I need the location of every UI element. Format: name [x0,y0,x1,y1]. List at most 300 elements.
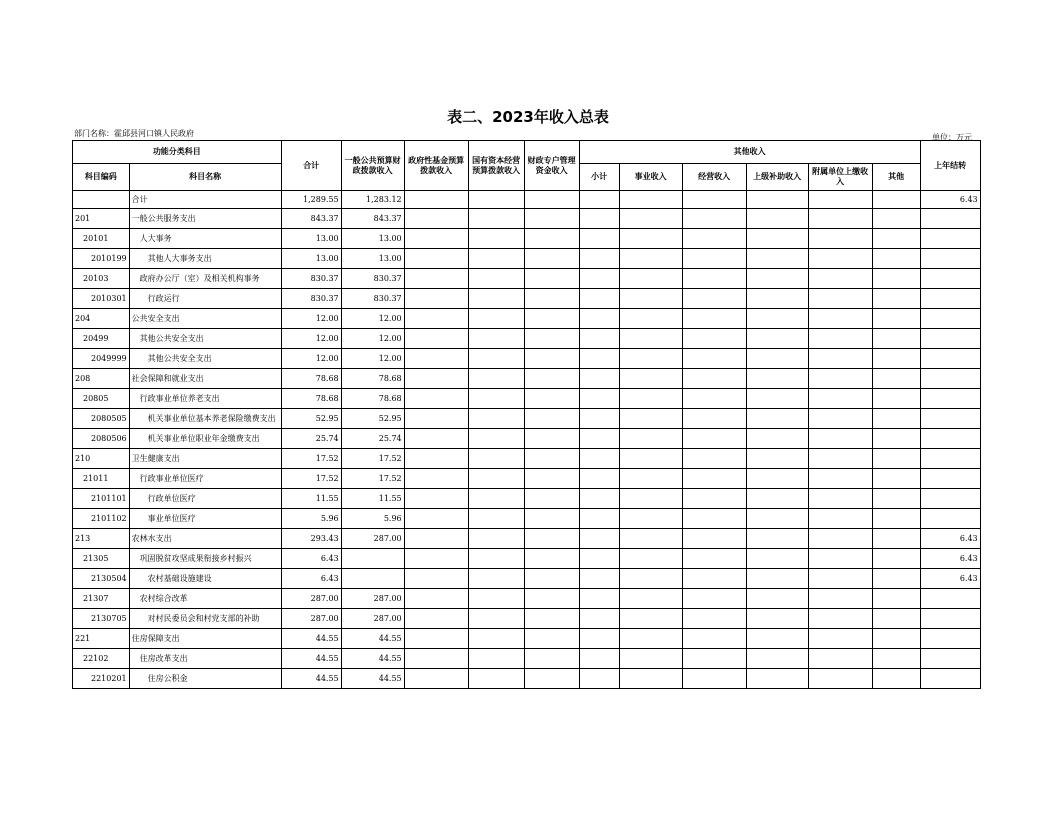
cell-business [619,609,682,629]
cell-code: 2130705 [73,609,130,629]
cell-code: 20805 [73,389,130,409]
cell-affiliated [808,629,872,649]
cell-gov-fund [404,349,468,369]
cell-code: 2049999 [73,349,130,369]
cell-others [872,609,920,629]
cell-general-budget: 287.00 [341,529,404,549]
cell-code: 2210201 [73,669,130,689]
cell-gov-fund [404,469,468,489]
cell-business [619,629,682,649]
cell-others [872,209,920,229]
cell-business [619,409,682,429]
cell-state-capital [468,191,524,209]
cell-affiliated [808,409,872,429]
cell-total: 44.55 [281,649,341,669]
cell-total: 12.00 [281,329,341,349]
cell-total: 25.74 [281,429,341,449]
cell-carryover: 6.43 [920,191,980,209]
cell-subtotal [579,649,619,669]
cell-total: 13.00 [281,249,341,269]
cell-gov-fund [404,289,468,309]
cell-carryover [920,389,980,409]
cell-state-capital [468,569,524,589]
cell-superior-subsidy [746,629,808,649]
cell-subtotal [579,269,619,289]
cell-state-capital [468,269,524,289]
cell-superior-subsidy [746,191,808,209]
cell-subtotal [579,329,619,349]
cell-superior-subsidy [746,309,808,329]
table-row [73,669,981,689]
table-row [73,429,981,449]
cell-special-fund [524,449,579,469]
cell-special-fund [524,569,579,589]
cell-operating [682,229,746,249]
cell-total: 11.55 [281,489,341,509]
cell-carryover: 6.43 [920,529,980,549]
cell-carryover [920,589,980,609]
table-row [73,629,981,649]
cell-total: 44.55 [281,629,341,649]
cell-affiliated [808,529,872,549]
cell-carryover [920,209,980,229]
cell-operating [682,449,746,469]
header-state-capital: 国有资本经营预算拨款收入 [468,141,524,191]
cell-name: 公共安全支出 [129,309,281,329]
cell-state-capital [468,309,524,329]
cell-total: 293.43 [281,529,341,549]
cell-code: 208 [73,369,130,389]
cell-code: 204 [73,309,130,329]
cell-superior-subsidy [746,569,808,589]
cell-total: 5.96 [281,509,341,529]
cell-superior-subsidy [746,449,808,469]
cell-subtotal [579,569,619,589]
cell-affiliated [808,269,872,289]
cell-gov-fund [404,269,468,289]
cell-code: 2080505 [73,409,130,429]
cell-code: 2010199 [73,249,130,269]
cell-others [872,289,920,309]
header-func-category: 功能分类科目 [73,141,282,164]
cell-affiliated [808,369,872,389]
cell-operating [682,569,746,589]
cell-superior-subsidy [746,669,808,689]
cell-name: 合计 [129,191,281,209]
cell-state-capital [468,209,524,229]
cell-state-capital [468,289,524,309]
cell-business [619,269,682,289]
header-subtotal: 小计 [579,164,619,191]
table-row [73,229,981,249]
cell-general-budget: 12.00 [341,329,404,349]
cell-name: 机关事业单位职业年金缴费支出 [129,429,281,449]
cell-general-budget: 1,283.12 [341,191,404,209]
table-row [73,549,981,569]
cell-code: 21011 [73,469,130,489]
cell-gov-fund [404,569,468,589]
cell-superior-subsidy [746,489,808,509]
cell-name: 其他公共安全支出 [129,349,281,369]
cell-special-fund [524,649,579,669]
cell-code: 221 [73,629,130,649]
cell-name: 卫生健康支出 [129,449,281,469]
cell-others [872,569,920,589]
cell-affiliated [808,191,872,209]
cell-operating [682,629,746,649]
cell-special-fund [524,589,579,609]
table-row [73,329,981,349]
cell-operating [682,209,746,229]
cell-business [619,349,682,369]
cell-affiliated [808,389,872,409]
cell-code: 21307 [73,589,130,609]
cell-code: 20101 [73,229,130,249]
cell-special-fund [524,209,579,229]
table-row [73,649,981,669]
table-row [73,389,981,409]
cell-state-capital [468,669,524,689]
cell-total: 17.52 [281,469,341,489]
cell-name: 行政单位医疗 [129,489,281,509]
cell-affiliated [808,249,872,269]
cell-superior-subsidy [746,429,808,449]
cell-superior-subsidy [746,249,808,269]
cell-business [619,289,682,309]
cell-total: 78.68 [281,369,341,389]
cell-carryover [920,409,980,429]
cell-code: 210 [73,449,130,469]
cell-total: 1,289.55 [281,191,341,209]
cell-special-fund [524,549,579,569]
cell-subtotal [579,469,619,489]
cell-special-fund [524,309,579,329]
cell-total: 12.00 [281,349,341,369]
cell-carryover [920,269,980,289]
cell-gov-fund [404,389,468,409]
cell-special-fund [524,369,579,389]
cell-general-budget: 287.00 [341,589,404,609]
cell-gov-fund [404,209,468,229]
cell-subtotal [579,489,619,509]
header-code: 科目编码 [73,164,130,191]
cell-general-budget: 12.00 [341,349,404,369]
cell-carryover [920,609,980,629]
cell-business [619,569,682,589]
cell-special-fund [524,389,579,409]
cell-others [872,191,920,209]
cell-state-capital [468,369,524,389]
cell-general-budget: 5.96 [341,509,404,529]
cell-special-fund [524,191,579,209]
cell-carryover [920,249,980,269]
cell-business [619,229,682,249]
department-label: 部门名称：霍邱县河口镇人民政府 [74,129,194,138]
cell-others [872,389,920,409]
cell-general-budget: 44.55 [341,649,404,669]
cell-general-budget: 78.68 [341,389,404,409]
cell-code: 213 [73,529,130,549]
cell-total: 843.37 [281,209,341,229]
cell-subtotal [579,409,619,429]
cell-special-fund [524,509,579,529]
cell-general-budget: 44.55 [341,669,404,689]
cell-general-budget: 13.00 [341,249,404,269]
cell-code: 2130504 [73,569,130,589]
cell-name: 其他人大事务支出 [129,249,281,269]
cell-affiliated [808,309,872,329]
cell-operating [682,249,746,269]
table-row [73,349,981,369]
cell-others [872,549,920,569]
cell-affiliated [808,289,872,309]
cell-state-capital [468,409,524,429]
cell-others [872,349,920,369]
cell-carryover [920,449,980,469]
table-row [73,269,981,289]
cell-general-budget: 830.37 [341,269,404,289]
cell-general-budget [341,569,404,589]
cell-others [872,269,920,289]
cell-business [619,309,682,329]
cell-special-fund [524,349,579,369]
cell-subtotal [579,229,619,249]
cell-affiliated [808,649,872,669]
table-row [73,609,981,629]
cell-carryover [920,329,980,349]
cell-name: 对村民委员会和村党支部的补助 [129,609,281,629]
cell-subtotal [579,191,619,209]
cell-superior-subsidy [746,409,808,429]
cell-superior-subsidy [746,589,808,609]
table-row [73,529,981,549]
cell-subtotal [579,309,619,329]
cell-business [619,329,682,349]
header-superior-subsidy: 上级补助收入 [746,164,808,191]
cell-general-budget: 11.55 [341,489,404,509]
cell-gov-fund [404,309,468,329]
cell-others [872,469,920,489]
cell-operating [682,389,746,409]
cell-state-capital [468,469,524,489]
cell-affiliated [808,209,872,229]
cell-special-fund [524,289,579,309]
cell-name: 住房保障支出 [129,629,281,649]
cell-others [872,509,920,529]
cell-gov-fund [404,589,468,609]
cell-business [619,389,682,409]
cell-affiliated [808,329,872,349]
cell-code [73,191,130,209]
cell-special-fund [524,329,579,349]
cell-special-fund [524,469,579,489]
cell-general-budget: 12.00 [341,309,404,329]
cell-others [872,489,920,509]
cell-special-fund [524,609,579,629]
cell-superior-subsidy [746,649,808,669]
cell-subtotal [579,429,619,449]
cell-subtotal [579,449,619,469]
cell-special-fund [524,529,579,549]
cell-general-budget: 25.74 [341,429,404,449]
cell-superior-subsidy [746,509,808,529]
cell-affiliated [808,569,872,589]
cell-general-budget: 17.52 [341,449,404,469]
cell-others [872,629,920,649]
cell-carryover [920,669,980,689]
cell-general-budget: 830.37 [341,289,404,309]
cell-others [872,369,920,389]
cell-total: 13.00 [281,229,341,249]
cell-gov-fund [404,229,468,249]
header-name: 科目名称 [129,164,281,191]
cell-affiliated [808,609,872,629]
cell-others [872,429,920,449]
cell-code: 20499 [73,329,130,349]
cell-operating [682,289,746,309]
cell-name: 巩固脱贫攻坚成果衔接乡村振兴 [129,549,281,569]
header-operating: 经营收入 [682,164,746,191]
cell-business [619,249,682,269]
cell-subtotal [579,209,619,229]
cell-name: 一般公共服务支出 [129,209,281,229]
income-summary-table [72,140,981,689]
cell-gov-fund [404,649,468,669]
cell-carryover [920,469,980,489]
cell-general-budget: 13.00 [341,229,404,249]
cell-gov-fund [404,449,468,469]
cell-name: 社会保障和就业支出 [129,369,281,389]
cell-carryover [920,489,980,509]
cell-special-fund [524,429,579,449]
cell-subtotal [579,629,619,649]
table-row [73,209,981,229]
cell-superior-subsidy [746,469,808,489]
cell-others [872,329,920,349]
cell-name: 人大事务 [129,229,281,249]
cell-operating [682,429,746,449]
cell-total: 6.43 [281,569,341,589]
cell-state-capital [468,349,524,369]
cell-code: 2101102 [73,509,130,529]
cell-superior-subsidy [746,329,808,349]
cell-total: 52.95 [281,409,341,429]
cell-state-capital [468,389,524,409]
cell-gov-fund [404,249,468,269]
cell-state-capital [468,549,524,569]
cell-name: 农村基础设施建设 [129,569,281,589]
cell-gov-fund [404,489,468,509]
table-title: 表二、2023年收入总表 [447,108,609,126]
header-affiliated: 附属单位上缴收入 [808,164,872,191]
cell-operating [682,669,746,689]
cell-total: 17.52 [281,449,341,469]
cell-general-budget [341,549,404,569]
cell-subtotal [579,349,619,369]
cell-general-budget: 17.52 [341,469,404,489]
cell-name: 行政事业单位医疗 [129,469,281,489]
cell-subtotal [579,529,619,549]
cell-name: 行政运行 [129,289,281,309]
header-gov-fund: 政府性基金预算拨款收入 [404,141,468,191]
cell-carryover: 6.43 [920,549,980,569]
table-row [73,589,981,609]
cell-gov-fund [404,509,468,529]
table-body [73,191,981,689]
cell-business [619,429,682,449]
cell-business [619,649,682,669]
cell-gov-fund [404,191,468,209]
cell-gov-fund [404,669,468,689]
cell-total: 44.55 [281,669,341,689]
cell-state-capital [468,629,524,649]
cell-business [619,669,682,689]
cell-code: 2010301 [73,289,130,309]
cell-state-capital [468,609,524,629]
cell-operating [682,529,746,549]
cell-code: 201 [73,209,130,229]
cell-special-fund [524,629,579,649]
cell-others [872,669,920,689]
cell-business [619,549,682,569]
table-row [73,369,981,389]
table-row [73,249,981,269]
cell-general-budget: 44.55 [341,629,404,649]
cell-others [872,449,920,469]
table-row [73,449,981,469]
cell-affiliated [808,509,872,529]
cell-total: 830.37 [281,289,341,309]
cell-name: 政府办公厅（室）及相关机构事务 [129,269,281,289]
cell-business [619,489,682,509]
cell-business [619,589,682,609]
header-business: 事业收入 [619,164,682,191]
cell-code: 22102 [73,649,130,669]
cell-subtotal [579,249,619,269]
cell-general-budget: 52.95 [341,409,404,429]
cell-carryover [920,629,980,649]
cell-code: 2080506 [73,429,130,449]
cell-special-fund [524,489,579,509]
cell-affiliated [808,429,872,449]
cell-others [872,409,920,429]
cell-state-capital [468,329,524,349]
cell-affiliated [808,229,872,249]
cell-operating [682,469,746,489]
cell-affiliated [808,349,872,369]
cell-superior-subsidy [746,609,808,629]
cell-gov-fund [404,429,468,449]
cell-gov-fund [404,549,468,569]
cell-affiliated [808,669,872,689]
header-general-budget: 一般公共预算财政拨款收入 [341,141,404,191]
cell-operating [682,489,746,509]
cell-name: 行政事业单位养老支出 [129,389,281,409]
cell-operating [682,609,746,629]
cell-operating [682,509,746,529]
cell-operating [682,409,746,429]
cell-name: 事业单位医疗 [129,509,281,529]
cell-others [872,589,920,609]
cell-state-capital [468,529,524,549]
cell-special-fund [524,229,579,249]
cell-subtotal [579,609,619,629]
cell-state-capital [468,489,524,509]
cell-total: 78.68 [281,389,341,409]
cell-business [619,191,682,209]
cell-subtotal [579,369,619,389]
cell-name: 机关事业单位基本养老保险缴费支出 [129,409,281,429]
